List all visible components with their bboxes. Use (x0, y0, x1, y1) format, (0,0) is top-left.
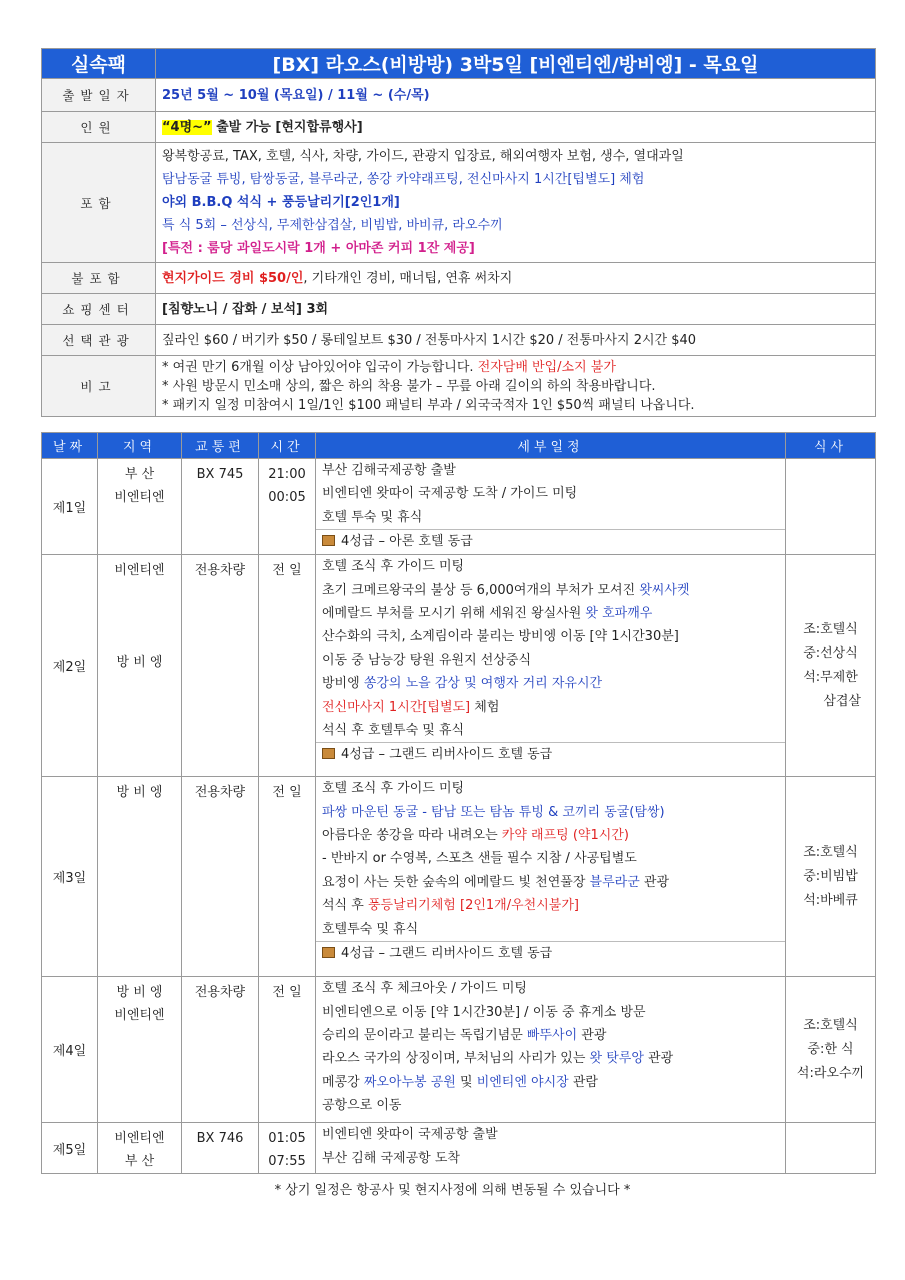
people-text: 출발 가능 [현지합류행사] (211, 119, 363, 135)
time-cell (259, 1123, 316, 1174)
itinerary-line: 호텔 투숙 및 휴식 (322, 509, 423, 525)
box-icon (322, 947, 335, 958)
sight-name: 왓 호파깨우 (585, 605, 653, 621)
itinerary-text: 및 (455, 1074, 477, 1090)
itinerary-text: 메콩강 (322, 1074, 364, 1090)
itinerary-line (322, 894, 779, 917)
activity-highlight: 카약 래프팅 (약1시간) (501, 827, 629, 843)
box-icon (322, 748, 335, 759)
transport: BX 745 (182, 459, 259, 555)
meal: 중:비빔밥 (803, 868, 858, 884)
people-label: 인원 (42, 112, 156, 143)
time: 전 일 (259, 977, 316, 1123)
itinerary-line (322, 871, 779, 894)
sight-name: 비엔티엔 야시장 (476, 1074, 569, 1090)
itinerary-line (322, 696, 779, 719)
box-icon (322, 535, 335, 546)
schedule-row-day2 (42, 555, 876, 777)
itinerary-line (322, 1047, 779, 1070)
region-cell (98, 555, 182, 777)
region: 방 비 엥 (98, 777, 182, 977)
region: 부 산 (124, 1154, 155, 1170)
region: 방 비 엥 (116, 985, 163, 1001)
itinerary-line: 비엔티엔 왓따이 국제공항 출발 (322, 1127, 498, 1143)
transport: BX 746 (182, 1123, 259, 1174)
options-value: 짚라인 $60 / 버기카 $50 / 롱테일보트 $30 / 전통마사지 1시간 $20 / 전통마사지 2시간 $40 (156, 325, 876, 356)
region-cell (98, 459, 182, 555)
itinerary-line: 공항으로 이동 (322, 1098, 402, 1114)
region: 비엔티엔 (114, 1008, 165, 1024)
details-cell (316, 777, 786, 977)
excludes-row (42, 263, 876, 294)
schedule-row-day4 (42, 977, 876, 1123)
itinerary-text: 석식 후 (322, 898, 368, 914)
itinerary-line (322, 824, 779, 847)
region-cell (98, 1123, 182, 1174)
col-header-region: 지역 (98, 433, 182, 459)
itinerary-text: 라오스 국가의 상징이며, 부처님의 사리가 있는 (322, 1051, 590, 1067)
remark-line: * 패키지 일정 미참여시 1일/1인 $100 패널티 부과 / 외국국적자 1인 $50씩 패널티 나옵니다. (162, 397, 695, 413)
col-header-transport: 교통편 (182, 433, 259, 459)
region: 방 비 엥 (116, 655, 163, 671)
itinerary-line (322, 1071, 779, 1094)
itinerary-text: 에메랄드 부처를 모시기 위해 세워진 왕실사원 (322, 605, 586, 621)
time-cell (259, 459, 316, 555)
itinerary-line: - 반바지 or 수영복, 스포츠 샌들 필수 지참 / 사공팁별도 (322, 851, 637, 867)
itinerary-line (322, 602, 779, 625)
people-row (42, 112, 876, 143)
itinerary-line: 호텔 조식 후 가이드 미팅 (322, 781, 465, 797)
hotel-name: 4성급 – 아론 호텔 동급 (341, 534, 473, 550)
meal: 석:바베큐 (803, 892, 858, 908)
includes-line: 야외 B.B.Q 석식 + 풍등날리기[2인1개] (162, 195, 400, 210)
col-header-meals: 식사 (786, 433, 876, 459)
includes-label: 포함 (42, 143, 156, 263)
time: 21:00 (268, 467, 306, 482)
region: 비엔티엔 (114, 490, 165, 505)
remarks-row (42, 356, 876, 417)
details-cell (316, 977, 786, 1123)
shopping-row (42, 294, 876, 325)
meals-cell (786, 555, 876, 777)
package-type-label: 실속팩 (42, 49, 156, 79)
day-label: 제1일 (42, 459, 98, 555)
remark-line: * 사원 방문시 민소매 상의, 짧은 하의 착용 불가 – 무릎 아래 길이의 하의 착용바랍니다. (162, 378, 656, 394)
itinerary-line: 비엔티엔으로 이동 [약 1시간30분] / 이동 중 휴게소 방문 (322, 1004, 646, 1020)
meal: 조:호텔식 (803, 1017, 858, 1033)
footer-note: * 상기 일정은 항공사 및 현지사정에 의해 변동될 수 있습니다 * (274, 1183, 631, 1198)
options-row (42, 325, 876, 356)
schedule-row-day5 (42, 1123, 876, 1174)
transport: 전용차량 (182, 977, 259, 1123)
meals-cell (786, 459, 876, 555)
sight-name: 짜오아누봉 공원 (363, 1074, 456, 1090)
options-label: 선택관광 (42, 325, 156, 356)
day-label: 제3일 (42, 777, 98, 977)
region-cell (98, 977, 182, 1123)
region-spacer (104, 582, 175, 651)
col-header-time: 시간 (259, 433, 316, 459)
itinerary-text: 방비엥 (322, 676, 364, 692)
itinerary-text: 요정이 사는 듯한 숲속의 에메랄드 빛 천연풀장 (322, 874, 590, 890)
time: 00:05 (268, 490, 306, 505)
hotel-line (316, 529, 785, 554)
time: 전 일 (259, 777, 316, 977)
itinerary-text: 관광 (643, 1051, 674, 1067)
transport: 전용차량 (182, 777, 259, 977)
title-row (42, 49, 876, 79)
itinerary-line: 부산 김해국제공항 출발 (322, 463, 456, 478)
itinerary-text: 승리의 문이라고 불리는 독립기념문 (322, 1027, 527, 1043)
transport: 전용차량 (182, 555, 259, 777)
hotel-name: 4성급 – 그랜드 리버사이드 호텔 동급 (341, 747, 553, 763)
shopping-value: [침향노니 / 잡화 / 보석] 3회 (156, 294, 876, 325)
meal: 조:호텔식 (803, 844, 858, 860)
excludes-value (156, 263, 876, 294)
schedule-table (41, 432, 876, 1174)
schedule-row-day3 (42, 777, 876, 977)
itinerary-text: 체험 (470, 699, 500, 715)
region: 비엔티엔 (114, 563, 165, 579)
remark-text: * 여권 만기 6개월 이상 남아있어야 입국이 가능합니다. (162, 359, 478, 375)
remark-line (162, 358, 869, 377)
departure-label: 출발일자 (42, 79, 156, 112)
includes-line: [특전 : 룸당 과일도시락 1개 + 아마존 커피 1잔 제공] (162, 241, 475, 256)
itinerary-line: 석식 후 호텔투숙 및 휴식 (322, 722, 465, 738)
col-header-details: 세부일정 (316, 433, 786, 459)
sight-name: 쏭강의 노을 감상 및 여행자 거리 자유시간 (363, 676, 603, 692)
sight-name: 빠뚜사이 (526, 1027, 578, 1043)
details-cell (316, 1123, 786, 1174)
package-info-table (41, 48, 876, 417)
excludes-rest: , 기타개인 경비, 매너팁, 연휴 써차지 (303, 270, 513, 286)
itinerary-text: 초기 크메르왕국의 불상 등 6,000여개의 부처가 모셔진 (322, 582, 640, 598)
sight-name: 왓씨사켓 (639, 582, 690, 598)
massage-highlight: 전신마사지 1시간[팁별도] (322, 699, 471, 715)
excludes-label: 불포함 (42, 263, 156, 294)
details-cell (316, 555, 786, 777)
departure-value: 25년 5월 ~ 10월 (목요일) / 11월 ~ (수/목) (156, 79, 876, 112)
itinerary-line: 비엔티엔 왓따이 국제공항 도착 / 가이드 미팅 (322, 486, 578, 502)
day-label: 제2일 (42, 555, 98, 777)
details-cell (316, 459, 786, 555)
itinerary-line: 호텔 조식 후 가이드 미팅 (322, 559, 465, 575)
itinerary-text: 아름다운 쏭강을 따라 내려오는 (322, 827, 502, 843)
schedule-header-row (42, 433, 876, 459)
itinerary-text: 관람 (568, 1074, 598, 1090)
meal: 조:호텔식 (803, 621, 858, 637)
people-value (156, 112, 876, 143)
activity-highlight: 풍등날리기체험 [2인1개/우천시불가] (367, 898, 579, 914)
itinerary-line: 호텔 조식 후 체크아웃 / 가이드 미팅 (322, 981, 527, 997)
day-label: 제4일 (42, 977, 98, 1123)
meals-cell (786, 977, 876, 1123)
itinerary-line (322, 579, 779, 602)
region: 비엔티엔 (114, 1131, 165, 1147)
itinerary-text: 관광 (577, 1027, 607, 1043)
col-header-date: 날짜 (42, 433, 98, 459)
time: 01:05 (268, 1131, 306, 1147)
time: 07:55 (268, 1154, 306, 1170)
shopping-label: 쇼핑센터 (42, 294, 156, 325)
hotel-name: 4성급 – 그랜드 리버사이드 호텔 동급 (341, 945, 553, 961)
day-label: 제5일 (42, 1123, 98, 1174)
meal: 석:무제한 (803, 669, 858, 685)
departure-row (42, 79, 876, 112)
hotel-line (316, 941, 785, 966)
sight-name: 블루라군 (589, 874, 640, 890)
meals-cell (786, 1123, 876, 1174)
itinerary-line (322, 1024, 779, 1047)
meals-cell (786, 777, 876, 977)
remarks-value (156, 356, 876, 417)
includes-row (42, 143, 876, 263)
meal: 중:한 식 (807, 1041, 854, 1057)
guide-fee: 현지가이드 경비 $50/인 (162, 270, 304, 286)
includes-line: 왕복항공료, TAX, 호텔, 식사, 차량, 가이드, 관광지 입장료, 해외여행자 보험, 생수, 열대과일 (162, 149, 684, 164)
meal: 석:라오수끼 (796, 1065, 865, 1081)
meal: 삼겹살 (823, 693, 861, 709)
schedule-row-day1 (42, 459, 876, 555)
itinerary-line: 산수화의 극치, 소계림이라 불리는 방비엥 이동 [약 1시간30분] (322, 629, 679, 645)
page-title: [BX] 라오스(비방방) 3박5일 [비엔티엔/방비엥] - 목요일 (156, 49, 876, 79)
meal: 중:선상식 (803, 645, 858, 661)
itinerary-line: 파쌍 마운틴 동굴 - 탐남 또는 탐놈 튜빙 & 코끼리 동굴(탐쌍) (322, 804, 665, 820)
itinerary-line: 호텔투숙 및 휴식 (322, 921, 419, 937)
itinerary-text: 관광 (639, 874, 670, 890)
itinerary-line: 부산 김해 국제공항 도착 (322, 1150, 460, 1166)
sight-name: 왓 탓루앙 (589, 1051, 644, 1067)
itinerary-line: 이동 중 남능강 탕원 유원지 선상중식 (322, 652, 532, 668)
remarks-label: 비고 (42, 356, 156, 417)
includes-line: 특 식 5회 – 선상식, 무제한삼겹살, 비빔밥, 바비큐, 라오수끼 (162, 218, 503, 233)
region: 부 산 (124, 467, 155, 482)
time: 전 일 (259, 555, 316, 777)
remark-warning: 전자담배 반입/소지 불가 (477, 359, 616, 375)
includes-line: 탐남동굴 튜빙, 탐쌍동굴, 블루라군, 쏭강 카약래프팅, 전신마사지 1시간[팁별도] 체험 (162, 172, 645, 187)
people-highlight: “4명~” (162, 119, 212, 135)
includes-value (156, 143, 876, 263)
hotel-line (316, 742, 785, 767)
itinerary-line (322, 672, 779, 695)
